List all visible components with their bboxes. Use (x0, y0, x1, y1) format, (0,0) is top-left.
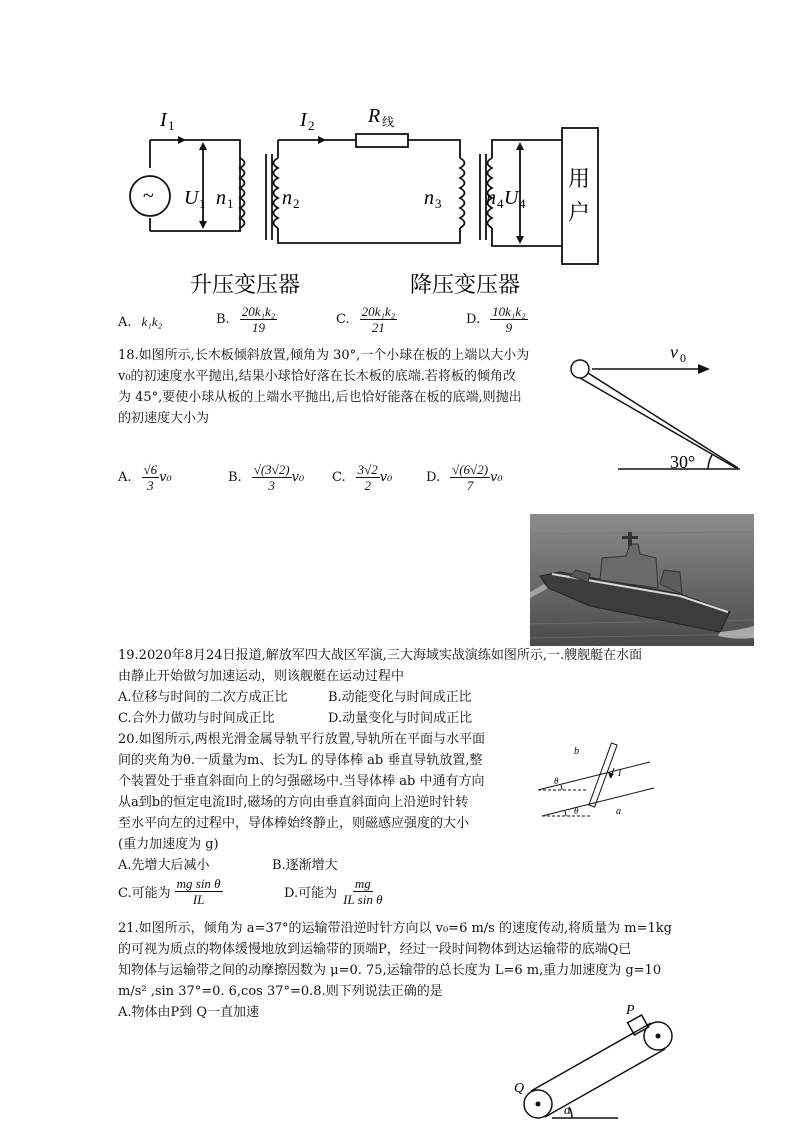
fraction-numerator: √(3√2) (253, 462, 290, 477)
label-R-sub: 线 (382, 115, 395, 129)
q20-line-4: 从a到b的恒定电流I时,磁场的方向由垂直斜面向上沿逆时针转 (118, 795, 469, 810)
fraction-denominator: 2 (364, 478, 371, 493)
q19-line-2: 由静止开始做匀加速运动，则该舰艇在运动过程中 (118, 669, 405, 684)
warship-photo (530, 514, 754, 646)
option-label: A. (118, 470, 132, 485)
q18-option-c[interactable] (332, 462, 392, 493)
step-down-label: 降压变压器 (410, 272, 521, 297)
q21-line-1: 21.如图所示，倾角为 a=37°的运输带沿逆时针方向以 v₀=6 m/s 的速度传动,将质量为 m=1kg (118, 921, 672, 936)
fraction-numerator: 3√2 (357, 462, 378, 477)
option-label: A. (118, 314, 132, 330)
fraction-denominator: 3 (147, 478, 154, 493)
option-tail: v₀ (159, 470, 172, 485)
user-label-1: 用 (568, 166, 591, 191)
option-label: D. (466, 312, 481, 327)
fraction-denominator: 19 (251, 320, 265, 335)
label-v0-sub: 0 (680, 351, 686, 365)
label-n3: n (424, 187, 434, 209)
q18-option-d[interactable] (426, 462, 503, 493)
label-U4-sub: 4 (519, 196, 526, 211)
q20-line-6: (重力加速度为 g) (118, 837, 219, 852)
option-label: B. (228, 470, 242, 485)
q20-option-c[interactable] (118, 876, 223, 907)
q17-option-d[interactable] (466, 304, 528, 335)
conveyor-belt-figure (508, 1000, 688, 1120)
q18-line-4: 的初速度大小为 (118, 411, 210, 426)
q20-option-b[interactable]: B.逐渐增大 (272, 858, 338, 873)
label-n4-sub: 4 (497, 196, 504, 211)
q18-line-3: 为 45°,要使小球从板的上端水平抛出,后也恰好能落在板的底端,则抛出 (118, 390, 522, 405)
label-theta-top: θ (554, 776, 559, 786)
q17-option-c[interactable] (336, 304, 397, 335)
q19-option-c[interactable]: C.合外力做功与时间成正比 (118, 711, 275, 726)
label-theta-bottom: θ (574, 806, 579, 816)
option-tail: v₀ (490, 470, 503, 485)
q19-option-a[interactable]: A.位移与时间的二次方成正比 (118, 690, 288, 705)
q21-line-3: 知物体与运输带之间的动摩擦因数为 μ=0. 75,运输带的总长度为 L=6 m,重力加速度为 g=10 (118, 963, 662, 978)
label-n1: n (216, 187, 226, 209)
q17-option-b[interactable] (216, 304, 277, 335)
label-I1-sub: 1 (168, 118, 175, 133)
label-U1: U (184, 187, 199, 209)
label-alpha: α (564, 1102, 571, 1117)
step-up-label: 升压变压器 (190, 272, 301, 297)
user-label-2: 户 (568, 200, 591, 225)
label-P: P (626, 1003, 635, 1018)
transformer-circuit-figure (120, 98, 600, 298)
fraction-denominator: 7 (466, 478, 474, 493)
label-U4: U (504, 187, 519, 209)
label-b: b (574, 746, 579, 757)
q21-option-a[interactable]: A.物体由P到 Q一直加速 (118, 1005, 260, 1020)
option-expr: k₁k₂ (141, 314, 163, 329)
fraction-numerator: 10k₁k₂ (492, 304, 526, 319)
option-label: B. (216, 312, 230, 327)
fraction-numerator: mg (354, 876, 371, 891)
q20-line-1: 20.如图所示,两根光滑金属导轨平行放置,导轨所在平面与水平面 (118, 732, 485, 747)
fraction-denominator: 3 (268, 478, 275, 493)
label-I2: I (300, 109, 307, 131)
q21-line-2: 的可视为质点的物体缓慢地放到运输带的顶端P，经过一段时间物体到达运输带的底端Q已 (118, 942, 632, 957)
rails-figure (530, 734, 660, 824)
q18-line-2: v₀的初速度水平抛出,结果小球恰好落在长木板的底端.若将板的倾角改 (118, 369, 516, 384)
label-angle-30: 30° (670, 452, 696, 472)
fraction-numerator: √6 (143, 462, 158, 477)
label-a: a (616, 806, 621, 817)
inclined-board-figure (560, 340, 750, 480)
q17-option-a[interactable] (118, 314, 162, 330)
fraction-denominator: IL sin θ (343, 892, 383, 907)
option-tail: v₀ (291, 470, 305, 485)
q19-option-d[interactable]: D.动量变化与时间成正比 (328, 711, 473, 726)
label-Q: Q (514, 1081, 525, 1096)
option-label: D.可能为 (284, 886, 338, 901)
q20-option-d[interactable] (284, 876, 384, 907)
label-n3-sub: 3 (435, 196, 442, 211)
label-v0: v (670, 342, 678, 362)
option-tail: v₀ (379, 470, 393, 485)
option-label: C. (332, 470, 346, 485)
q20-line-2: 间的夹角为θ.一质量为m、长为L 的导体棒 ab 垂直导轨放置,整 (118, 753, 483, 768)
label-n2-sub: 2 (293, 196, 300, 211)
fraction-denominator: 9 (505, 320, 513, 335)
q20-line-5: 至水平向左的过程中，导体棒始终静止，则磁感应强度的大小 (118, 816, 470, 831)
option-label: C. (336, 312, 350, 327)
q18-option-b[interactable] (228, 462, 304, 493)
label-I2-sub: 2 (308, 118, 315, 133)
fraction-denominator: IL (192, 892, 205, 907)
fraction-numerator: mg sin θ (176, 876, 221, 891)
q20-option-a[interactable]: A.先增大后减小 (118, 858, 210, 873)
q18-option-a[interactable] (118, 462, 172, 493)
q19-line-1: 19.2020年8月24日报道,解放军四大战区军演,三大海域实战演练如图所示,一.艘舰艇在水面 (118, 648, 643, 663)
q18-line-1: 18.如图所示,长木板倾斜放置,倾角为 30°,一个小球在板的上端以大小为 (118, 348, 530, 363)
label-n1-sub: 1 (227, 196, 234, 211)
q19-option-b[interactable]: B.动能变化与时间成正比 (328, 690, 472, 705)
fraction-numerator: 20k₁k₂ (241, 304, 276, 319)
generator-symbol: ~ (143, 185, 154, 207)
fraction-denominator: 21 (371, 320, 385, 335)
label-U1-sub: 1 (199, 196, 206, 211)
option-label: D. (426, 470, 441, 485)
label-current-I: I (618, 768, 622, 779)
q21-line-4: m/s² ,sin 37°=0. 6,cos 37°=0.8.则下列说法正确的是 (118, 984, 443, 999)
option-label: C.可能为 (118, 886, 171, 901)
fraction-numerator: √(6√2) (452, 462, 489, 477)
label-n4: n (486, 187, 496, 209)
label-n2: n (282, 187, 292, 209)
fraction-numerator: 20k₁k₂ (361, 304, 396, 319)
label-I1: I (160, 109, 167, 131)
label-R: R (368, 105, 381, 127)
q20-line-3: 个装置处于垂直斜面向上的匀强磁场中.当导体棒 ab 中通有方向 (118, 774, 485, 789)
